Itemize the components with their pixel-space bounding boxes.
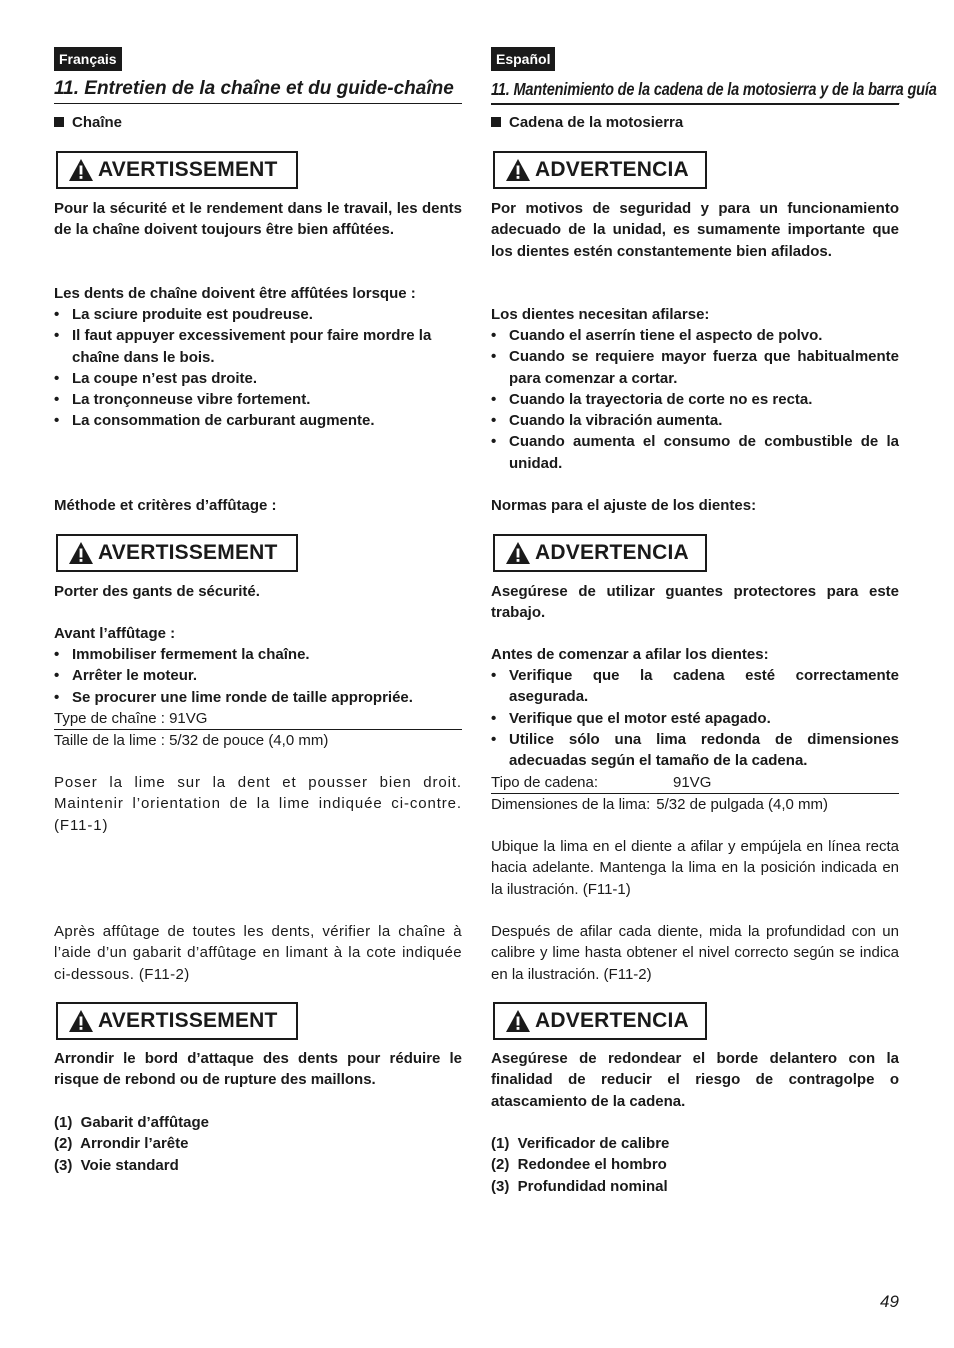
list-item: • Il faut appuyer excessivement pour faire mordre la chaîne dans le bois. [54,325,462,368]
before-heading: Antes de comenzar a afilar los dientes: [491,646,769,663]
before-list [491,665,899,771]
square-bullet-icon [54,117,64,127]
before-list [54,644,462,708]
list-item: • Verifique que la cadena esté correctamente asegurada. [491,665,899,708]
spec-row-file-size: Taille de la lime : 5/32 de pouce (4,0 mm) [54,732,329,750]
warning-triangle-icon [68,541,94,565]
paragraph-file-position: Poser la lime sur la dent et pousser bien droit. Maintenir l’orientation de la lime indiquée ci-contre. (F11-1) [54,774,462,834]
figure-legend [54,1112,462,1176]
spec-row-file-size: Dimensiones de la lima: 5/32 de pulgada (4,0 mm) [491,796,829,814]
language-tab-french: Français [54,47,122,71]
warning-text-2: Porter des gants de sécurité. [54,583,260,600]
list-item: • Utilice sólo una lima redonda de dimensiones adecuadas según el tamaño de la cadena. [491,729,899,772]
legend-item: (1) Verificador de calibre [491,1135,670,1152]
warning-box-3: AVERTISSEMENT [56,1002,298,1040]
warning-triangle-icon [505,541,531,565]
square-bullet-icon [491,117,501,127]
paragraph-depth-gauge: Après affûtage de toutes les dents, vérifier la chaîne à l’aide d’un gabarit d’affûtage en limant à la cote indiquée ci-dessous. (F11-2) [54,923,462,983]
list-item: • Cuando se requiere mayor fuerza que habitualmente para comenzar a cortar. [491,346,899,389]
list-item: • Cuando el aserrín tiene el aspecto de polvo. [491,325,899,346]
legend-item: (2) Redondee el hombro [491,1156,667,1174]
paragraph-depth-gauge: Después de afilar cada diente, mida la profundidad con un calibre y lime hasta obtener el nivel correcto según se indica en la ilustración. (F11-2) [491,923,899,983]
warning-triangle-icon [68,158,94,182]
sharpen-when-heading: Les dents de chaîne doivent être affûtées lorsque : [54,285,416,302]
list-item: • Cuando la vibración aumenta. [491,410,899,431]
warning-triangle-icon [68,1009,94,1033]
sharpen-when-list [491,325,899,474]
spec-table [54,708,462,752]
list-item: • Immobiliser fermement la chaîne. [54,644,462,665]
warning-box-2: AVERTISSEMENT [56,534,298,572]
before-heading: Avant l’affûtage : [54,625,176,642]
list-item: • Cuando aumenta el consumo de combustible de la unidad. [491,431,899,474]
method-heading: Normas para el ajuste de los dientes: [491,497,757,514]
paragraph-file-position: Ubique la lima en el diente a afilar y empújela en línea recta hacia adelante. Mantenga la lima en la posición indicada en la ilustración. (F11-1) [491,838,899,898]
warning-box-1: ADVERTENCIA [493,151,707,189]
legend-item: (3) Profundidad nominal [491,1177,668,1195]
spec-table [491,772,899,816]
section-title-french: 11. Entretien de la chaîne et du guide-chaîne [54,77,462,104]
list-item: • Verifique que el motor esté apagado. [491,708,899,729]
figure-legend [491,1133,899,1197]
list-item: • La sciure produite est poudreuse. [54,304,462,325]
warning-box-1: AVERTISSEMENT [56,151,298,189]
page-number: 49 [880,1292,899,1311]
spec-row-chain-type: Tipo de cadena: 91VG [491,772,899,794]
warning-text-1: Pour la sécurité et le rendement dans le travail, les dents de la chaîne doivent toujours être bien affûtées. [54,200,462,239]
warning-text-1: Por motivos de seguridad y para un funcionamiento adecuado de la unidad, es sumamente importante que los dientes estén constantemente bien afilados. [491,200,899,260]
warning-text-2: Asegúrese de utilizar guantes protectores para este trabajo. [491,583,899,622]
spec-row-chain-type: Type de chaîne : 91VG [54,708,462,730]
list-item: • Se procurer une lime ronde de taille appropriée. [54,687,462,708]
warning-box-2: ADVERTENCIA [493,534,707,572]
subheading-french: Chaîne [54,114,122,131]
list-item: • Arrêter le moteur. [54,665,462,686]
sharpen-when-list [54,304,462,432]
sharpen-when-heading: Los dientes necesitan afilarse: [491,306,710,323]
warning-text-3: Asegúrese de redondear el borde delantero con la finalidad de reducir el riesgo de contragolpe o atascamiento de la cadena. [491,1050,899,1110]
section-title-spanish: 11. Mantenimiento de la cadena de la motosierra y de la barra guía [491,77,899,104]
method-heading: Méthode et critères d’affûtage : [54,497,277,514]
warning-triangle-icon [505,158,531,182]
warning-box-3: ADVERTENCIA [493,1002,707,1040]
subheading-spanish: Cadena de la motosierra [491,114,683,131]
warning-triangle-icon [505,1009,531,1033]
warning-text-3: Arrondir le bord d’attaque des dents pour réduire le risque de rebond ou de rupture des maillons. [54,1050,462,1089]
legend-item: (1) Gabarit d’affûtage [54,1114,210,1131]
title-underline [491,103,899,105]
language-tab-spanish: Español [491,47,555,71]
legend-item: (2) Arrondir l’arête [54,1135,189,1153]
list-item: • La tronçonneuse vibre fortement. [54,389,462,410]
list-item: • Cuando la trayectoria de corte no es recta. [491,389,899,410]
list-item: • La coupe n’est pas droite. [54,368,462,389]
list-item: • La consommation de carburant augmente. [54,410,462,431]
legend-item: (3) Voie standard [54,1156,179,1174]
